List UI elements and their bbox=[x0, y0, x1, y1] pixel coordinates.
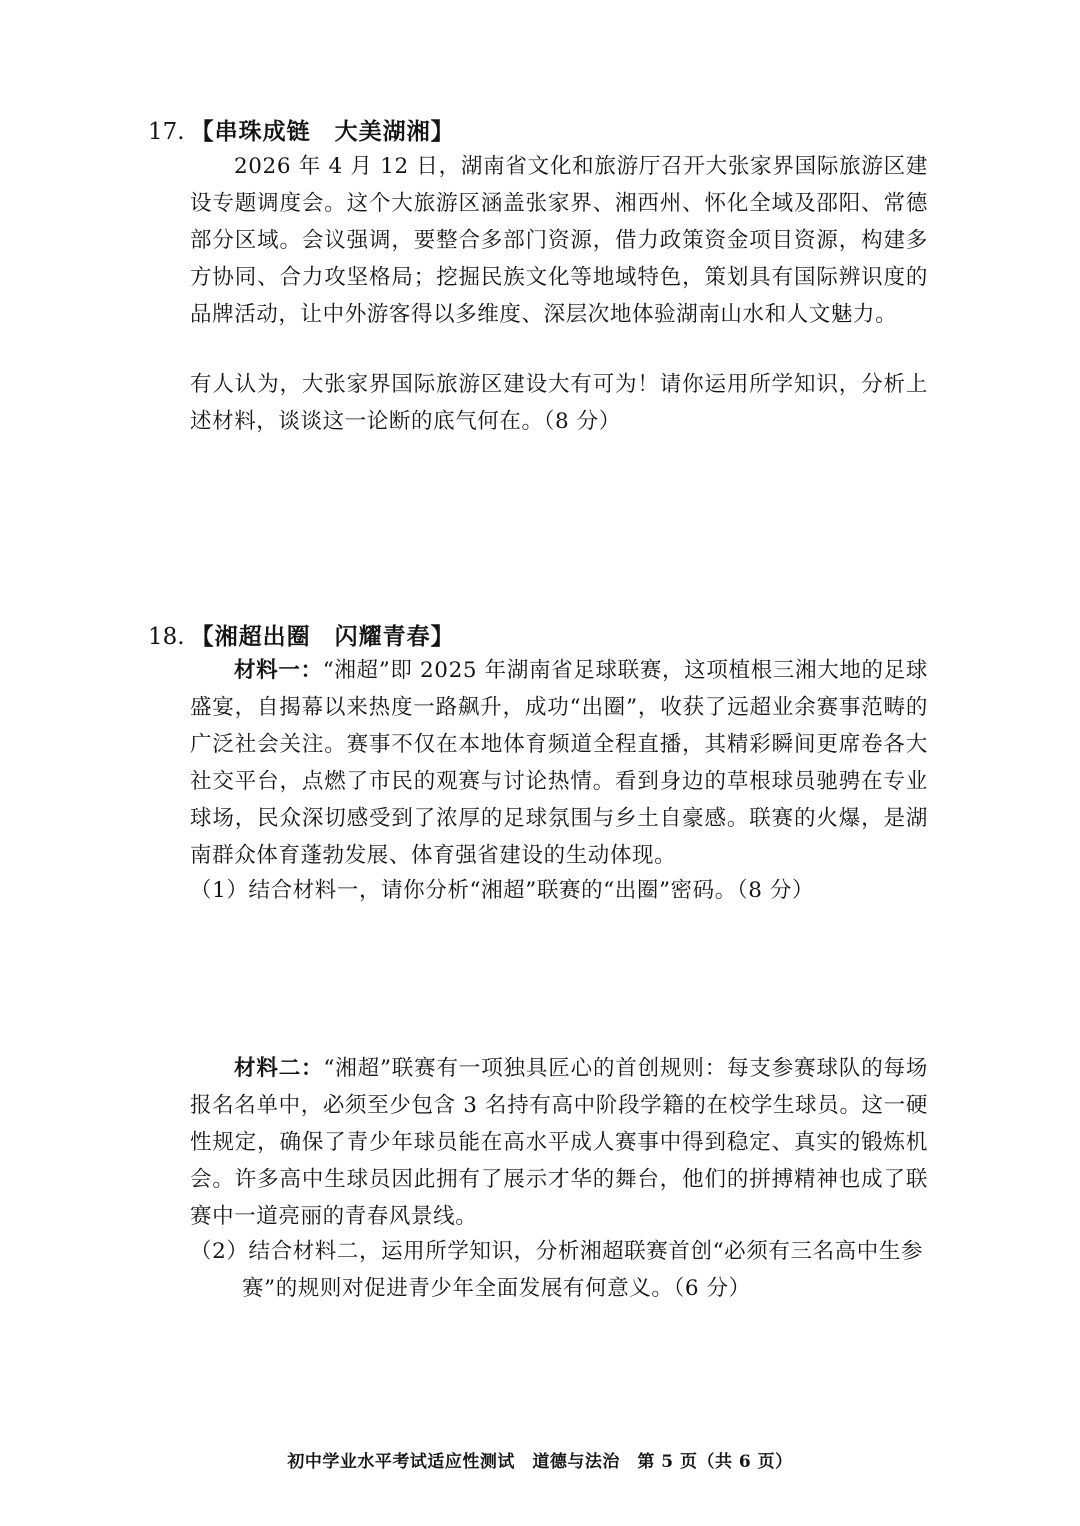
material-2 bbox=[190, 1050, 928, 1235]
material-1-label: 材料一： bbox=[234, 658, 323, 683]
question-17-heading bbox=[148, 117, 455, 147]
page-footer: 初中学业水平考试适应性测试 道德与法治 第 5 页（共 6 页） bbox=[287, 1452, 793, 1472]
question-17-title: 【串珠成链 大美湖湘】 bbox=[190, 118, 455, 145]
material-1-text: “湘超”即 2025 年湖南省足球联赛，这项植根三湘大地的足球盛宴，自揭幕以来热度一路飙升，成功“出圈”，收获了远超业余赛事范畴的广泛社会关注。赛事不仅在本地体育频道全程直播，其精彩瞬间更席卷各大社交平台，点燃了市民的观赛与讨论热情。看到身边的草根球员驰骋在专业球场，民众深切感受到了浓厚的足球氛围与乡土自豪感。联赛的火爆，是湖南群众体育蓬勃发展、体育强省建设的生动体现。 bbox=[190, 658, 928, 868]
material-2-text: “湘超”联赛有一项独具匠心的首创规则：每支参赛球队的每场报名名单中，必须至少包含 3 名持有高中阶段学籍的在校学生球员。这一硬性规定，确保了青少年球员能在高水平成人赛事中得到稳定、真实的锻炼机会。许多高中生球员因此拥有了展示才华的舞台，他们的拼搏精神也成了联赛中一道亮丽的青春风景线。 bbox=[190, 1056, 928, 1229]
question-17-material: 2026 年 4 月 12 日，湖南省文化和旅游厅召开大张家界国际旅游区建设专题调度会。这个大旅游区涵盖张家界、湘西州、怀化全域及邵阳、常德部分区域。会议强调，要整合多部门资源，借力政策资金项目资源，构建多方协同、合力攻坚格局；挖掘民族文化等地域特色，策划具有国际辨识度的品牌活动，让中外游客得以多维度、深层次地体验湖南山水和人文魅力。 bbox=[190, 154, 928, 327]
question-18-heading bbox=[148, 622, 455, 652]
question-17-prompt: 有人认为，大张家界国际旅游区建设大有可为！请你运用所学知识，分析上述材料，谈谈这一论断的底气何在。（8 分） bbox=[190, 372, 928, 434]
material-1 bbox=[190, 652, 928, 874]
sub-question-2: （2）结合材料二，运用所学知识，分析湘超联赛首创“必须有三名高中生参赛”的规则对促进青少年全面发展有何意义。（6 分） bbox=[190, 1239, 924, 1301]
question-18-number: 18. bbox=[148, 624, 185, 650]
sub-question-1: （1）结合材料一，请你分析“湘超”联赛的“出圈”密码。（8 分） bbox=[190, 878, 815, 903]
question-18-title: 【湘超出圈 闪耀青春】 bbox=[190, 623, 455, 650]
material-2-label: 材料二： bbox=[234, 1056, 324, 1081]
question-17-number: 17. bbox=[148, 119, 185, 145]
